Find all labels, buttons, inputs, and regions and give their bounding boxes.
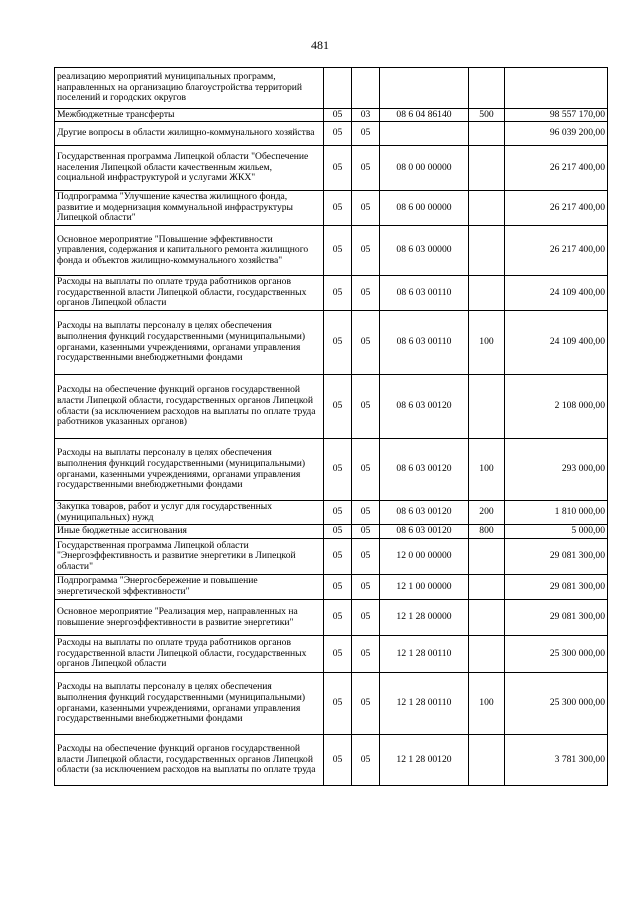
amount-cell: 26 217 400,00 bbox=[505, 191, 608, 226]
expense-name-cell: реализацию мероприятий муниципальных программ, направленных на организацию благоустройства территорий поселений и городских округов bbox=[55, 68, 324, 109]
subsection-code-cell: 05 bbox=[352, 673, 380, 735]
subsection-code-cell: 05 bbox=[352, 539, 380, 575]
target-article-cell bbox=[380, 68, 469, 109]
expense-type-cell: 100 bbox=[469, 673, 505, 735]
expense-type-cell bbox=[469, 575, 505, 600]
section-code-cell: 05 bbox=[324, 673, 352, 735]
section-code-cell: 05 bbox=[324, 600, 352, 636]
section-code-cell: 05 bbox=[324, 109, 352, 122]
subsection-code-cell: 05 bbox=[352, 146, 380, 191]
expense-type-cell bbox=[469, 600, 505, 636]
target-article-cell: 12 1 28 00120 bbox=[380, 735, 469, 786]
expense-type-cell bbox=[469, 276, 505, 311]
expense-type-cell bbox=[469, 539, 505, 575]
expense-type-cell bbox=[469, 375, 505, 439]
table-row bbox=[55, 439, 608, 501]
expense-type-cell: 800 bbox=[469, 525, 505, 539]
page-number: 481 bbox=[311, 38, 329, 52]
section-code-cell: 05 bbox=[324, 122, 352, 146]
amount-cell: 5 000,00 bbox=[505, 525, 608, 539]
amount-cell: 29 081 300,00 bbox=[505, 575, 608, 600]
expense-type-cell bbox=[469, 146, 505, 191]
table-row bbox=[55, 375, 608, 439]
expense-name-cell: Основное мероприятие "Повышение эффективности управления, содержания и капитального ремонта жилищного фонда и объектов жилищно-коммунального хозяйства" bbox=[55, 226, 324, 276]
section-code-cell: 05 bbox=[324, 375, 352, 439]
expense-type-cell bbox=[469, 636, 505, 673]
expense-type-cell bbox=[469, 68, 505, 109]
subsection-code-cell: 05 bbox=[352, 439, 380, 501]
amount-cell: 26 217 400,00 bbox=[505, 226, 608, 276]
expense-name-cell: Иные бюджетные ассигнования bbox=[55, 525, 324, 539]
subsection-code-cell: 05 bbox=[352, 575, 380, 600]
amount-cell: 29 081 300,00 bbox=[505, 539, 608, 575]
table-row bbox=[55, 311, 608, 375]
subsection-code-cell: 05 bbox=[352, 600, 380, 636]
expense-type-cell: 200 bbox=[469, 501, 505, 525]
amount-cell: 2 108 000,00 bbox=[505, 375, 608, 439]
subsection-code-cell: 05 bbox=[352, 501, 380, 525]
amount-cell: 29 081 300,00 bbox=[505, 600, 608, 636]
amount-cell: 24 109 400,00 bbox=[505, 311, 608, 375]
target-article-cell: 08 6 00 00000 bbox=[380, 191, 469, 226]
section-code-cell: 05 bbox=[324, 311, 352, 375]
section-code-cell: 05 bbox=[324, 439, 352, 501]
table-row bbox=[55, 146, 608, 191]
section-code-cell: 05 bbox=[324, 539, 352, 575]
expense-type-cell bbox=[469, 122, 505, 146]
amount-cell: 3 781 300,00 bbox=[505, 735, 608, 786]
table-row bbox=[55, 735, 608, 786]
expense-type-cell: 100 bbox=[469, 311, 505, 375]
amount-cell: 24 109 400,00 bbox=[505, 276, 608, 311]
amount-cell: 96 039 200,00 bbox=[505, 122, 608, 146]
target-article-cell: 08 6 03 00120 bbox=[380, 375, 469, 439]
table-row bbox=[55, 226, 608, 276]
table-row bbox=[55, 525, 608, 539]
section-code-cell: 05 bbox=[324, 525, 352, 539]
target-article-cell bbox=[380, 122, 469, 146]
expense-name-cell: Расходы на выплаты персоналу в целях обеспечения выполнения функций государственными (муниципальными) органами, казенными учреждениями, органами управления государственными внебюджетными фондами bbox=[55, 673, 324, 735]
expense-type-cell bbox=[469, 735, 505, 786]
target-article-cell: 12 1 28 00110 bbox=[380, 673, 469, 735]
target-article-cell: 08 6 03 00110 bbox=[380, 276, 469, 311]
amount-cell: 25 300 000,00 bbox=[505, 636, 608, 673]
amount-cell: 1 810 000,00 bbox=[505, 501, 608, 525]
expense-name-cell: Расходы на обеспечение функций органов государственной власти Липецкой области, государственных органов Липецкой области (за исключением расходов на выплаты по оплате труда работников указанных органов) bbox=[55, 375, 324, 439]
amount-cell: 98 557 170,00 bbox=[505, 109, 608, 122]
expense-name-cell: Расходы на выплаты по оплате труда работников органов государственной власти Липецкой области, государственных органов Липецкой области bbox=[55, 636, 324, 673]
table-row bbox=[55, 122, 608, 146]
section-code-cell: 05 bbox=[324, 191, 352, 226]
expense-name-cell: Межбюджетные трансферты bbox=[55, 109, 324, 122]
subsection-code-cell: 05 bbox=[352, 375, 380, 439]
target-article-cell: 08 6 03 00120 bbox=[380, 439, 469, 501]
expense-name-cell: Государственная программа Липецкой области "Обеспечение населения Липецкой области качественным жильем, социальной инфраструктурой и услугами ЖКХ" bbox=[55, 146, 324, 191]
table-row bbox=[55, 600, 608, 636]
expense-name-cell: Государственная программа Липецкой области "Энергоэффективность и развитие энергетики в Липецкой области" bbox=[55, 539, 324, 575]
expense-name-cell: Расходы на выплаты персоналу в целях обеспечения выполнения функций государственными (муниципальными) органами, казенными учреждениями, органами управления государственными внебюджетными фондами bbox=[55, 311, 324, 375]
expense-type-cell bbox=[469, 191, 505, 226]
target-article-cell: 12 1 00 00000 bbox=[380, 575, 469, 600]
expense-type-cell: 500 bbox=[469, 109, 505, 122]
target-article-cell: 12 1 28 00000 bbox=[380, 600, 469, 636]
section-code-cell: 05 bbox=[324, 276, 352, 311]
section-code-cell: 05 bbox=[324, 501, 352, 525]
amount-cell: 293 000,00 bbox=[505, 439, 608, 501]
expense-name-cell: Расходы на выплаты по оплате труда работников органов государственной власти Липецкой области, государственных органов Липецкой области bbox=[55, 276, 324, 311]
expense-name-cell: Другие вопросы в области жилищно-коммунального хозяйства bbox=[55, 122, 324, 146]
subsection-code-cell: 05 bbox=[352, 276, 380, 311]
subsection-code-cell: 05 bbox=[352, 226, 380, 276]
section-code-cell: 05 bbox=[324, 146, 352, 191]
expense-name-cell: Расходы на обеспечение функций органов государственной власти Липецкой области, государственных органов Липецкой области (за исключением расходов на выплаты по оплате труда bbox=[55, 735, 324, 786]
amount-cell: 25 300 000,00 bbox=[505, 673, 608, 735]
table-row bbox=[55, 673, 608, 735]
target-article-cell: 08 6 03 00120 bbox=[380, 525, 469, 539]
section-code-cell: 05 bbox=[324, 575, 352, 600]
expense-name-cell: Закупка товаров, работ и услуг для государственных (муниципальных) нужд bbox=[55, 501, 324, 525]
section-code-cell: 05 bbox=[324, 226, 352, 276]
table-row bbox=[55, 636, 608, 673]
subsection-code-cell: 05 bbox=[352, 525, 380, 539]
subsection-code-cell: 05 bbox=[352, 311, 380, 375]
amount-cell bbox=[505, 68, 608, 109]
expense-type-cell bbox=[469, 226, 505, 276]
target-article-cell: 08 0 00 00000 bbox=[380, 146, 469, 191]
table-row bbox=[55, 68, 608, 109]
expense-name-cell: Подпрограмма "Энергосбережение и повышение энергетической эффективности" bbox=[55, 575, 324, 600]
subsection-code-cell: 05 bbox=[352, 191, 380, 226]
table-row bbox=[55, 109, 608, 122]
expense-name-cell: Расходы на выплаты персоналу в целях обеспечения выполнения функций государственными (муниципальными) органами, казенными учреждениями, органами управления государственными внебюджетными фондами bbox=[55, 439, 324, 501]
section-code-cell: 05 bbox=[324, 636, 352, 673]
subsection-code-cell bbox=[352, 68, 380, 109]
table-row bbox=[55, 575, 608, 600]
target-article-cell: 08 6 03 00000 bbox=[380, 226, 469, 276]
subsection-code-cell: 05 bbox=[352, 735, 380, 786]
target-article-cell: 08 6 03 00120 bbox=[380, 501, 469, 525]
section-code-cell: 05 bbox=[324, 735, 352, 786]
table-row bbox=[55, 276, 608, 311]
subsection-code-cell: 05 bbox=[352, 122, 380, 146]
target-article-cell: 08 6 04 86140 bbox=[380, 109, 469, 122]
section-code-cell bbox=[324, 68, 352, 109]
target-article-cell: 12 0 00 00000 bbox=[380, 539, 469, 575]
budget-table-body bbox=[55, 68, 608, 786]
expense-type-cell: 100 bbox=[469, 439, 505, 501]
subsection-code-cell: 03 bbox=[352, 109, 380, 122]
expense-name-cell: Основное мероприятие "Реализация мер, направленных на повышение энергоэффективности в развитие энергетики" bbox=[55, 600, 324, 636]
table-row bbox=[55, 539, 608, 575]
budget-table bbox=[54, 67, 608, 786]
subsection-code-cell: 05 bbox=[352, 636, 380, 673]
table-row bbox=[55, 501, 608, 525]
target-article-cell: 08 6 03 00110 bbox=[380, 311, 469, 375]
target-article-cell: 12 1 28 00110 bbox=[380, 636, 469, 673]
expense-name-cell: Подпрограмма "Улучшение качества жилищного фонда, развитие и модернизация коммунальной инфраструктуры Липецкой области" bbox=[55, 191, 324, 226]
amount-cell: 26 217 400,00 bbox=[505, 146, 608, 191]
table-row bbox=[55, 191, 608, 226]
